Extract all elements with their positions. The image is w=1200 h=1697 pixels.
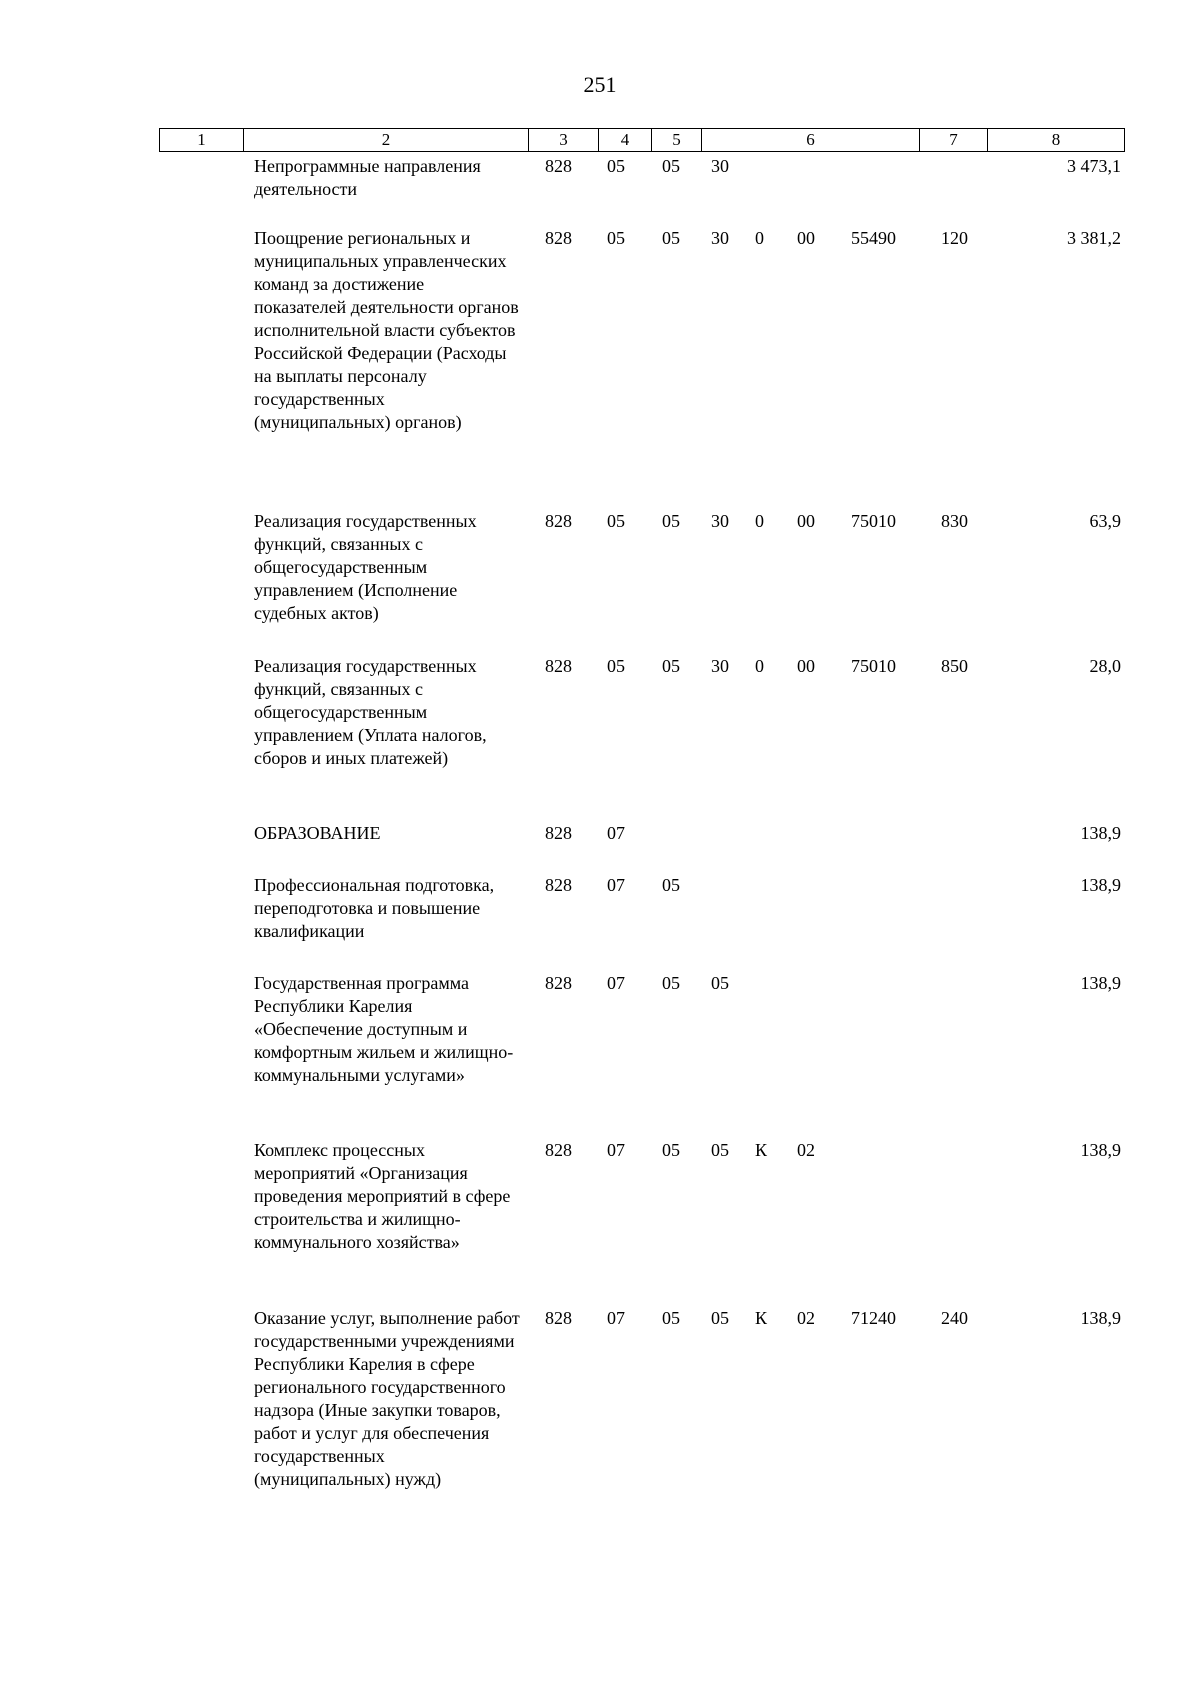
row-col-6-direction: 71240 <box>851 1308 896 1328</box>
row-col-6-program: 05 <box>711 1140 729 1160</box>
row-col-5: 05 <box>662 156 680 176</box>
row-col-6-event: 02 <box>797 1308 815 1328</box>
row-col-3: 828 <box>545 656 572 676</box>
row-amount: 138,9 <box>1080 875 1121 895</box>
row-col-3: 828 <box>545 228 572 248</box>
row-col-6-subprogram: К <box>755 1140 768 1160</box>
row-col-7: 850 <box>941 656 968 676</box>
table-header <box>159 128 1125 152</box>
row-col-4: 07 <box>607 875 625 895</box>
row-col-5: 05 <box>662 656 680 676</box>
row-col-7: 120 <box>941 228 968 248</box>
row-col-4: 05 <box>607 511 625 531</box>
row-col-6-direction: 75010 <box>851 511 896 531</box>
header-col-4: 4 <box>598 129 651 151</box>
row-col-6-event: 02 <box>797 1140 815 1160</box>
row-description: Непрограммные направления деятельности <box>254 156 481 199</box>
row-col-5: 05 <box>662 228 680 248</box>
row-col-6-event: 00 <box>797 511 815 531</box>
row-col-6-subprogram: 0 <box>755 511 764 531</box>
header-col-2: 2 <box>243 129 528 151</box>
row-col-6-direction: 55490 <box>851 228 896 248</box>
header-col-5: 5 <box>651 129 701 151</box>
row-amount: 138,9 <box>1080 823 1121 843</box>
row-amount: 28,0 <box>1089 656 1121 676</box>
row-amount: 138,9 <box>1080 973 1121 993</box>
row-col-4: 05 <box>607 156 625 176</box>
page-number: 251 <box>583 72 617 97</box>
row-amount: 3 381,2 <box>1067 228 1121 248</box>
row-description: Оказание услуг, выполнение работ государственными учреждениями Республики Карелия в сфере регионального государственного надзора (Иные закупки товаров, работ и услуг для обеспечения государственных (муниципальных) нужд) <box>254 1308 520 1489</box>
row-col-3: 828 <box>545 1308 572 1328</box>
row-col-4: 07 <box>607 1308 625 1328</box>
row-col-5: 05 <box>662 875 680 895</box>
header-col-1: 1 <box>159 129 243 151</box>
header-col-6: 6 <box>701 129 919 151</box>
row-col-6-program: 30 <box>711 228 729 248</box>
row-col-6-program: 30 <box>711 156 729 176</box>
row-description: Государственная программа Республики Карелия «Обеспечение доступным и комфортным жильем и жилищно-коммунальными услугами» <box>254 973 514 1085</box>
row-amount: 63,9 <box>1089 511 1121 531</box>
row-col-7: 240 <box>941 1308 968 1328</box>
row-col-7: 830 <box>941 511 968 531</box>
row-amount: 138,9 <box>1080 1140 1121 1160</box>
row-description: Реализация государственных функций, связанных с общегосударственным управлением (Уплата налогов, сборов и иных платежей) <box>254 656 487 768</box>
row-col-4: 05 <box>607 228 625 248</box>
row-col-5: 05 <box>662 511 680 531</box>
row-col-6-program: 30 <box>711 511 729 531</box>
row-col-5: 05 <box>662 1140 680 1160</box>
row-description: Реализация государственных функций, связанных с общегосударственным управлением (Исполнение судебных актов) <box>254 511 477 623</box>
header-col-7: 7 <box>919 129 987 151</box>
row-description: Поощрение региональных и муниципальных управленческих команд за достижение показателей деятельности органов исполнительной власти субъектов Российской Федерации (Расходы на выплаты персоналу государственных (муниципальных) органов) <box>254 228 519 432</box>
header-col-3: 3 <box>528 129 598 151</box>
row-col-3: 828 <box>545 156 572 176</box>
row-col-6-event: 00 <box>797 656 815 676</box>
row-col-4: 07 <box>607 1140 625 1160</box>
row-col-4: 07 <box>607 973 625 993</box>
row-col-3: 828 <box>545 511 572 531</box>
row-amount: 138,9 <box>1080 1308 1121 1328</box>
row-col-5: 05 <box>662 1308 680 1328</box>
row-col-4: 07 <box>607 823 625 843</box>
row-col-6-subprogram: 0 <box>755 228 764 248</box>
row-col-3: 828 <box>545 1140 572 1160</box>
row-description: Комплекс процессных мероприятий «Организация проведения мероприятий в сфере строительства и жилищно-коммунального хозяйства» <box>254 1140 511 1252</box>
row-description: ОБРАЗОВАНИЕ <box>254 823 381 843</box>
row-col-5: 05 <box>662 973 680 993</box>
row-col-6-subprogram: 0 <box>755 656 764 676</box>
row-col-6-event: 00 <box>797 228 815 248</box>
row-description: Профессиональная подготовка, переподготовка и повышение квалификации <box>254 875 495 941</box>
row-col-4: 05 <box>607 656 625 676</box>
row-col-6-program: 30 <box>711 656 729 676</box>
row-col-6-subprogram: К <box>755 1308 768 1328</box>
row-col-3: 828 <box>545 875 572 895</box>
row-amount: 3 473,1 <box>1067 156 1121 176</box>
row-col-3: 828 <box>545 973 572 993</box>
row-col-6-program: 05 <box>711 973 729 993</box>
row-col-3: 828 <box>545 823 572 843</box>
row-col-6-direction: 75010 <box>851 656 896 676</box>
header-col-8: 8 <box>987 129 1125 151</box>
row-col-6-program: 05 <box>711 1308 729 1328</box>
